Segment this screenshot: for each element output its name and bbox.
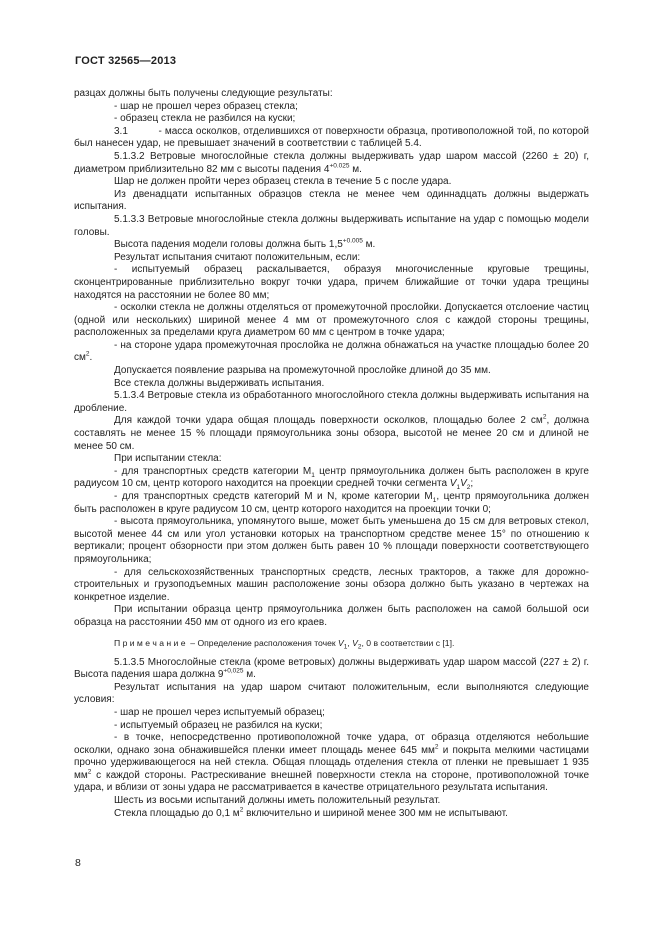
paragraph: Шесть из восьми испытаний должны иметь положительный результат. (114, 795, 441, 807)
paragraph: - высота прямоугольника, упомянутого выше, может быть уменьшена до 15 см для ветровых стекол, высотой менее 44 см или угол установки которых на транспортном средстве менее 15° по отношению к вертикали; процент обзорности при этом должен быть равен 10 % площади поверхности соответствующего прямоугольника; (74, 516, 589, 565)
paragraph: - шар не прошел через испытуемый образец; (114, 706, 325, 718)
paragraph: При испытании стекла: (114, 453, 222, 465)
paragraph: Допускается появление разрыва на промежуточной прослойке длиной до 35 мм. (114, 365, 491, 377)
paragraph: Результат испытания на удар шаром считают положительным, если выполняются следующие условия: (74, 681, 589, 706)
paragraph: 5.1.3.3 Ветровые многослойные стекла должны выдерживать испытание на удар с помощью модели головы. (74, 213, 589, 238)
paragraph: - испытуемый образец не разбился на куски; (114, 719, 323, 731)
paragraph: Шар не должен пройти через образец стекла в течение 5 с после удара. (114, 176, 452, 188)
paragraph: Для каждой точки удара общая площадь поверхности осколков, площадью более 2 $см^2$, должна составлять не менее 15 % площади прямоугольника зоны обзора, высотой не менее 20 см и длиной не менее 50 см. (74, 414, 590, 452)
document-title: ГОСТ 32565—2013 (75, 55, 177, 67)
paragraph: Высота падения модели головы должна быть $1,5^{+0.005}$ м. (114, 237, 376, 251)
paragraph: При испытании образца центр прямоугольника должен быть расположен на самой большой оси образца на расстоянии 450 мм от одного из его краев. (74, 604, 589, 628)
running-header (75, 55, 176, 67)
paragraph: - на стороне удара промежуточная прослойка не должна обнажаться на участке площадью более 20 $см^2$. (74, 339, 589, 364)
paragraph: П р и м е ч а н и е – Определение расположения точек $V_1$, $V_2$, 0 в соответствии с [1]. (114, 637, 455, 651)
paragraph: - для сельскохозяйственных транспортных средств, лесных тракторов, а также для дорожно-строительных и грузоподъемных машин расположение зоны обзора должно быть указано в чертежах на конкретное изделие. (74, 566, 589, 603)
paragraph: Результат испытания считают положительным, если: (114, 251, 361, 263)
paragraph: - для транспортных средств категорий M и N, кроме категории $M_1$, центр прямоугольника должен быть расположен в круге радиусом 10 см, центр которого находится на проекции точки 0; (74, 491, 589, 515)
document-body (74, 88, 589, 820)
paragraph: - испытуемый образец раскалывается, образуя многочисленные круговые трещины, сконцентрированные приблизительно вокруг точки удара, причем ближайшие от точки удара трещины находятся на расстоянии не более 80 мм; (74, 264, 589, 301)
paragraph: - шар не прошел через образец стекла; (114, 100, 298, 112)
page-number: 8 (75, 857, 81, 869)
paragraph: - для транспортных средств категории $M_1$ центр прямоугольника должен быть расположен в круге радиусом 10 см, центр которого находится на проекции средней точки сегмента $V_1V_2$; (74, 465, 589, 492)
paragraph: 5.1.3.5 Многослойные стекла (кроме ветровых) должны выдерживать удар шаром массой (227 ± 2) г. Высота падения шара должна $9^{+0,025}$ м. (74, 656, 589, 681)
paragraph: 3.1 - масса осколков, отделившихся от поверхности образца, противоположной той, по которой был нанесен удар, не превышает значений в соответствии с таблицей 5.4. (74, 125, 589, 150)
paragraph: - образец стекла не разбился на куски; (114, 113, 296, 125)
paragraph: 5.1.3.4 Ветровые стекла из обработанного многослойного стекла должны выдерживать испытания на дробление. (74, 390, 589, 414)
paragraph: разцах должны быть получены следующие результаты: (74, 88, 333, 99)
paragraph: 5.1.3.2 Ветровые многослойные стекла должны выдерживать удар шаром массой (2260 ± 20) г, диаметром приблизительно 82 мм с высоты падения $4^{+0.025}$ м. (74, 150, 589, 175)
paragraph: Стекла площадью до 0,1 $м^2$ включительно и шириной менее 300 мм не испытывают. (114, 806, 508, 819)
paragraph: Из двенадцати испытанных образцов стекла не менее чем одиннадцать должны выдержать испытания. (74, 188, 589, 213)
paragraph: Все стекла должны выдерживать испытания. (114, 377, 325, 389)
paragraph: - осколки стекла не должны отделяться от промежуточной прослойки. Допускается отслоение частиц (одной или нескольких) шириной менее 4 мм от промежуточного слоя с каждой стороны трещины, расположенных за пределами круга диаметром 60 мм с центром в точке удара; (74, 302, 589, 339)
paragraph: - в точке, непосредственно противоположной точке удара, от образца отделяются небольшие осколки, однако зона обнажившейся пленки имеет площадь менее 645 $мм^2$ и покрыта мелкими частицами прочно удерживающегося на ней стекла. Общая площадь отделения стекла от пленки не превышает 1 935 $мм^2$ с каждой стороны. Растрескивание внешней поверхности стекла на стороне, противоположной точке удара, и вблизи от зоны удара не рассматривается в качестве отрицательного результата испытания. (74, 732, 589, 794)
